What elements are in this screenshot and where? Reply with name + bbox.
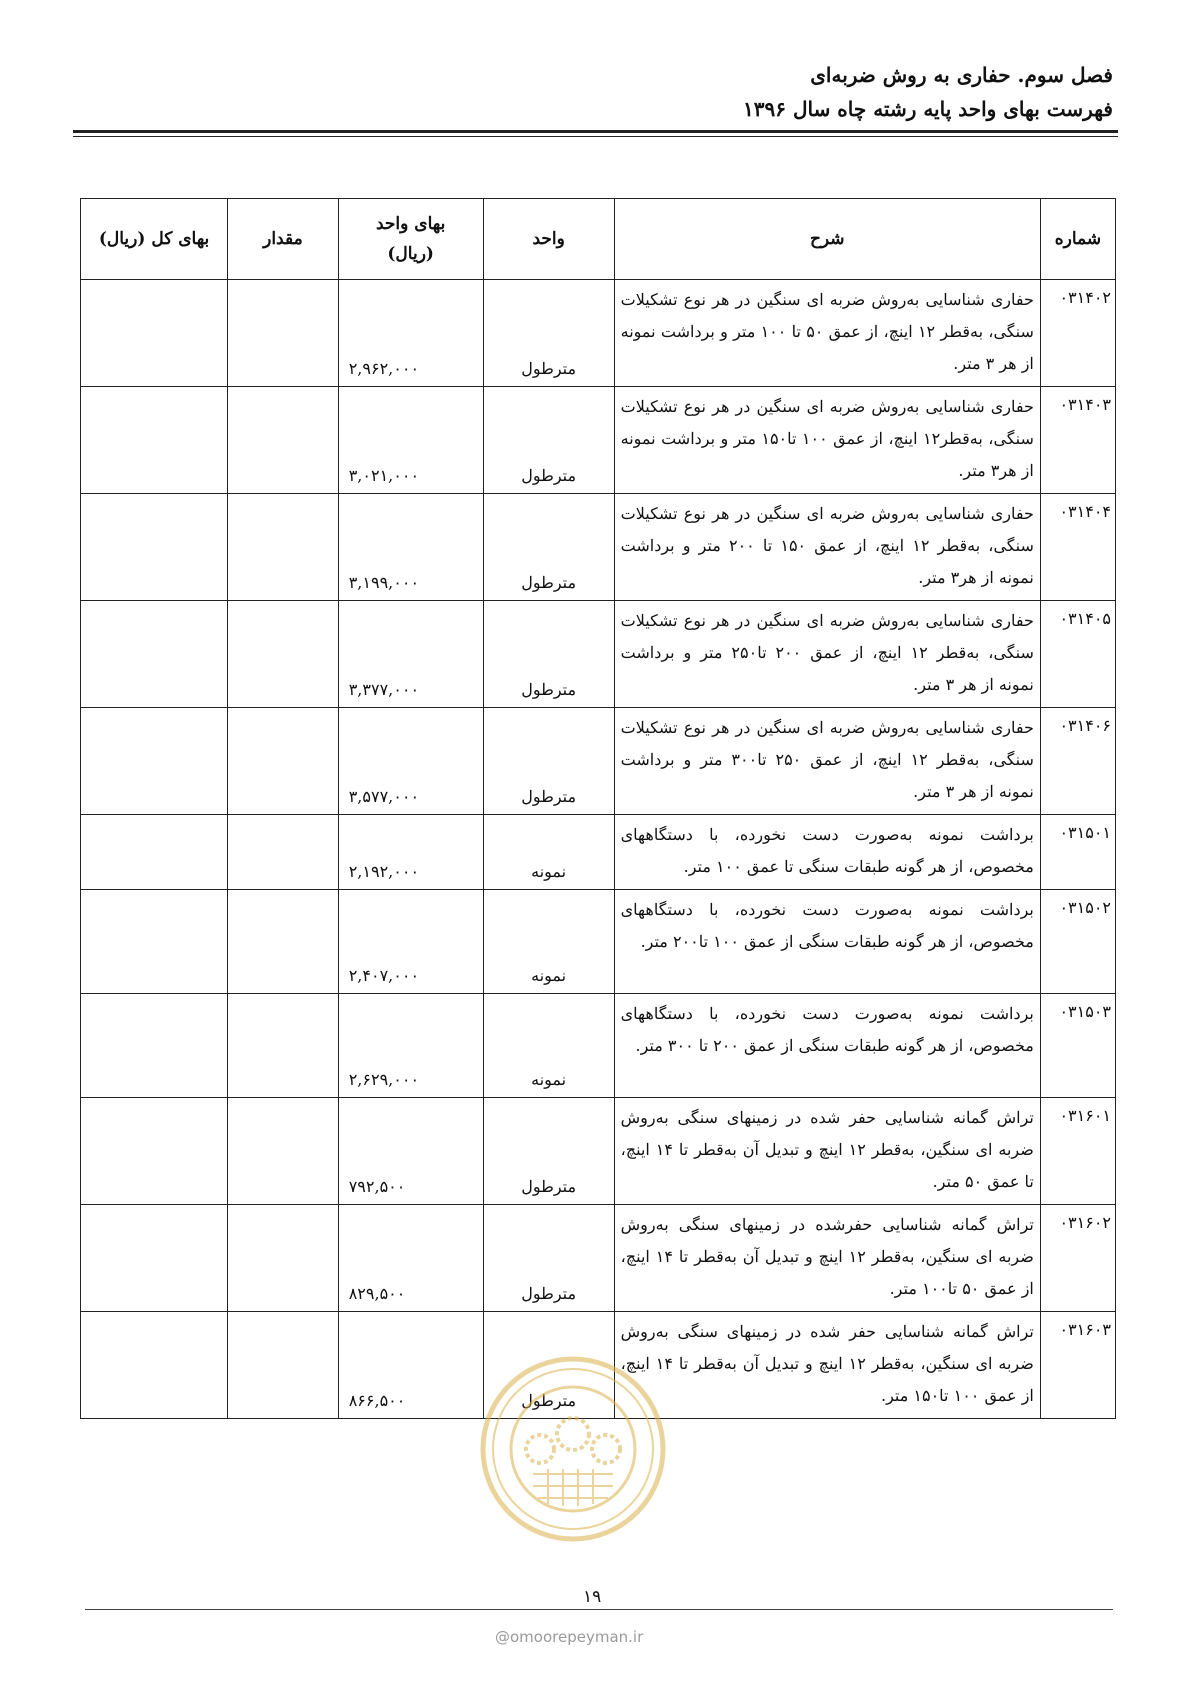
- row-unit: نمونه: [483, 890, 614, 994]
- row-unit-price: ۷۹۲,۵۰۰: [338, 1098, 483, 1205]
- price-list-table: [80, 198, 1116, 1419]
- row-number: ۰۳۱۵۰۱: [1040, 815, 1115, 890]
- chapter-title: فصل سوم. حفاری به روش ضربه‌ای: [810, 63, 1113, 87]
- row-quantity: [228, 601, 339, 708]
- row-quantity: [228, 1205, 339, 1312]
- row-quantity: [228, 494, 339, 601]
- row-quantity: [228, 708, 339, 815]
- row-description: حفاری شناسایی به‌روش ضربه ای سنگین در هر نوع تشکیلات سنگی، به‌قطر ۱۲ اینچ، از عمق ۵۰ تا ۱۰۰ متر و برداشت نمونه از هر ۳ متر.: [614, 280, 1040, 387]
- row-description: حفاری شناسایی به‌روش ضربه ای سنگین در هر نوع تشکیلات سنگی، به‌قطر ۱۲ اینچ، از عمق ۲۰۰ تا۲۵۰ متر و برداشت نمونه از هر ۳ متر.: [614, 601, 1040, 708]
- row-description: تراش گمانه شناسایی حفر شده در زمینهای سنگی به‌روش ضربه ای سنگین، به‌قطر ۱۲ اینچ و تبدیل آن به‌قطر تا ۱۴ اینچ، از عمق ۱۰۰ تا۱۵۰ متر.: [614, 1312, 1040, 1419]
- row-total-price: [81, 994, 228, 1098]
- row-quantity: [228, 890, 339, 994]
- row-number: ۰۳۱۶۰۱: [1040, 1098, 1115, 1205]
- table-row: [81, 1205, 1116, 1312]
- row-total-price: [81, 1205, 228, 1312]
- watermark-text: @omoorepeyman.ir: [495, 1628, 644, 1646]
- row-description: برداشت نمونه به‌صورت دست نخورده، با دستگاههای مخصوص، از هر گونه طبقات سنگی از عمق ۲۰۰ تا ۳۰۰ متر.: [614, 994, 1040, 1098]
- unit-price-label: بهای واحد: [376, 214, 446, 234]
- row-quantity: [228, 280, 339, 387]
- table-row: [81, 994, 1116, 1098]
- row-total-price: [81, 280, 228, 387]
- row-unit-price: ۲,۴۰۷,۰۰۰: [338, 890, 483, 994]
- table-header-row: [81, 199, 1116, 280]
- row-unit: مترطول: [483, 387, 614, 494]
- row-number: ۰۳۱۴۰۳: [1040, 387, 1115, 494]
- row-unit-price: ۸۲۹,۵۰۰: [338, 1205, 483, 1312]
- row-description: حفاری شناسایی به‌روش ضربه ای سنگین در هر نوع تشکیلات سنگی، به‌قطر۱۲ اینچ، از عمق ۱۰۰ تا۱۵۰ متر و برداشت نمونه از هر۳ متر.: [614, 387, 1040, 494]
- row-total-price: [81, 601, 228, 708]
- row-number: ۰۳۱۶۰۳: [1040, 1312, 1115, 1419]
- row-unit-price: ۲,۶۲۹,۰۰۰: [338, 994, 483, 1098]
- row-description: تراش گمانه شناسایی حفر شده در زمینهای سنگی به‌روش ضربه ای سنگین، به‌قطر ۱۲ اینچ و تبدیل آن به‌قطر تا ۱۴ اینچ، تا عمق ۵۰ متر.: [614, 1098, 1040, 1205]
- row-unit-price: ۸۶۶,۵۰۰: [338, 1312, 483, 1419]
- table-row: [81, 890, 1116, 994]
- row-unit: مترطول: [483, 1098, 614, 1205]
- footer-rule: [85, 1609, 1113, 1610]
- row-number: ۰۳۱۵۰۲: [1040, 890, 1115, 994]
- unit-price-currency: (ریال): [387, 244, 434, 264]
- table-row: [81, 815, 1116, 890]
- row-number: ۰۳۱۶۰۲: [1040, 1205, 1115, 1312]
- row-unit-price: ۳,۳۷۷,۰۰۰: [338, 601, 483, 708]
- table-row: [81, 708, 1116, 815]
- column-header-description: شرح: [614, 199, 1040, 280]
- table-row: [81, 387, 1116, 494]
- row-total-price: [81, 708, 228, 815]
- row-unit-price: ۲,۱۹۲,۰۰۰: [338, 815, 483, 890]
- row-unit-price: ۲,۹۶۲,۰۰۰: [338, 280, 483, 387]
- column-header-unit-price: [338, 199, 483, 280]
- row-unit: نمونه: [483, 815, 614, 890]
- row-quantity: [228, 994, 339, 1098]
- row-number: ۰۳۱۴۰۲: [1040, 280, 1115, 387]
- row-unit: مترطول: [483, 1312, 614, 1419]
- page-header: [73, 58, 1113, 126]
- header-rule-thick: [73, 130, 1118, 133]
- row-total-price: [81, 815, 228, 890]
- row-quantity: [228, 387, 339, 494]
- row-total-price: [81, 1098, 228, 1205]
- header-rule-thin: [73, 136, 1118, 137]
- table-row: [81, 601, 1116, 708]
- table-row: [81, 280, 1116, 387]
- page-number: ۱۹: [577, 1587, 607, 1607]
- row-number: ۰۳۱۴۰۶: [1040, 708, 1115, 815]
- row-total-price: [81, 387, 228, 494]
- row-unit: مترطول: [483, 601, 614, 708]
- table-row: [81, 494, 1116, 601]
- row-unit-price: ۳,۰۲۱,۰۰۰: [338, 387, 483, 494]
- row-unit-price: ۳,۱۹۹,۰۰۰: [338, 494, 483, 601]
- row-unit: مترطول: [483, 1205, 614, 1312]
- document-title: فهرست بهای واحد پایه رشته چاه سال ۱۳۹۶: [743, 97, 1113, 121]
- row-description: برداشت نمونه به‌صورت دست نخورده، با دستگاههای مخصوص، از هر گونه طبقات سنگی از عمق ۱۰۰ تا۲۰۰ متر.: [614, 890, 1040, 994]
- row-total-price: [81, 1312, 228, 1419]
- row-unit-price: ۳,۵۷۷,۰۰۰: [338, 708, 483, 815]
- column-header-quantity: مقدار: [228, 199, 339, 280]
- row-unit: نمونه: [483, 994, 614, 1098]
- row-number: ۰۳۱۴۰۴: [1040, 494, 1115, 601]
- row-number: ۰۳۱۵۰۳: [1040, 994, 1115, 1098]
- row-unit: مترطول: [483, 280, 614, 387]
- row-total-price: [81, 494, 228, 601]
- row-description: تراش گمانه شناسایی حفرشده در زمینهای سنگی به‌روش ضربه ای سنگین، به‌قطر ۱۲ اینچ و تبدیل آن به‌قطر تا ۱۴ اینچ، از عمق ۵۰ تا۱۰۰ متر.: [614, 1205, 1040, 1312]
- row-quantity: [228, 815, 339, 890]
- row-quantity: [228, 1312, 339, 1419]
- company-seal-icon: [478, 1354, 668, 1544]
- row-total-price: [81, 890, 228, 994]
- row-unit: مترطول: [483, 708, 614, 815]
- column-header-number: شماره: [1040, 199, 1115, 280]
- table-row: [81, 1098, 1116, 1205]
- row-unit: مترطول: [483, 494, 614, 601]
- column-header-total-price: بهای کل (ریال): [81, 199, 228, 280]
- row-description: حفاری شناسایی به‌روش ضربه ای سنگین در هر نوع تشکیلات سنگی، به‌قطر ۱۲ اینچ، از عمق ۱۵۰ تا ۲۰۰ متر و برداشت نمونه از هر۳ متر.: [614, 494, 1040, 601]
- row-quantity: [228, 1098, 339, 1205]
- row-number: ۰۳۱۴۰۵: [1040, 601, 1115, 708]
- row-description: برداشت نمونه به‌صورت دست نخورده، با دستگاههای مخصوص، از هر گونه طبقات سنگی تا عمق ۱۰۰ متر.: [614, 815, 1040, 890]
- row-description: حفاری شناسایی به‌روش ضربه ای سنگین در هر نوع تشکیلات سنگی، به‌قطر ۱۲ اینچ، از عمق ۲۵۰ تا۳۰۰ متر و برداشت نمونه از هر ۳ متر.: [614, 708, 1040, 815]
- column-header-unit: واحد: [483, 199, 614, 280]
